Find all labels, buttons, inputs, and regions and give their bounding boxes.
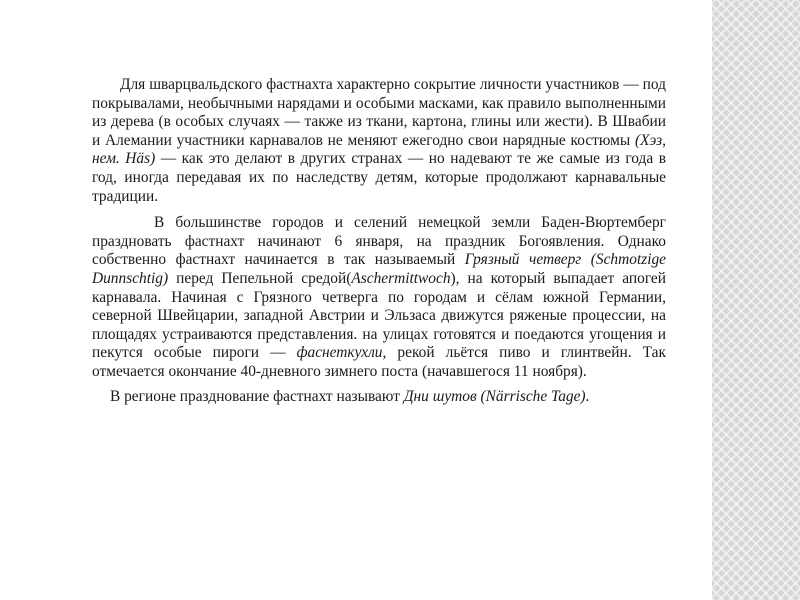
paragraph-name bbox=[92, 388, 666, 407]
paragraph-dates bbox=[92, 214, 666, 381]
text-run: ), на который выпадает апогей карнавала. Начиная с Грязного четверга по городам и сёлам южной Германии, северной Швейцарии, западной Австрии и Эльзаса движутся ряженые процессии, на площадях устраиваются представления. на улицах готовятся и поедаются угощения и пекутся особые пироги — bbox=[92, 269, 666, 362]
text-run: , рекой льётся пиво и глинтвейн. Так отмечается окончание 40-дневного зимнего поста (начавшегося 11 ноября). bbox=[92, 344, 666, 380]
decorative-side-band bbox=[712, 0, 800, 600]
italic-term: (Хэз, нем. Häs) bbox=[92, 131, 666, 168]
text-run: . bbox=[585, 387, 590, 405]
text-run: В большинстве городов и селений немецкой земли Баден-Вюртемберг праздновать фастнахт начинают 6 января, на праздник Богоявления. Однако собственно фастнахт начинается в так называемый bbox=[92, 214, 666, 269]
text-run: — как это делают в других странах — но надевают те же самые из года в год, иногда передавая их по наследству детям, которые продолжают карнавальные традиции. bbox=[92, 150, 666, 205]
text-body bbox=[92, 76, 666, 406]
text-run: перед Пепельной средой( bbox=[168, 269, 352, 287]
italic-term: фаснеткухли bbox=[296, 344, 383, 362]
italic-term: Дни шутов (Närrische Tage) bbox=[403, 387, 586, 405]
paragraph-masks bbox=[92, 76, 666, 206]
italic-term: Aschermittwoch bbox=[351, 269, 451, 287]
text-run: В регионе празднование фастнахт называют bbox=[110, 387, 404, 405]
italic-term: Грязный четверг (Schmotzige Dunnschtig) bbox=[92, 251, 667, 287]
text-run: Для шварцвальдского фастнахта характерно сокрытие личности участников — под покрывалами, необычными нарядами и особыми масками, как правило выполненными из дерева (в особых случаях — также из ткани, картона, глины или жести). В Швабии и Алемании участники карнавалов не меняют ежегодно свои нарядные костюмы bbox=[92, 76, 666, 149]
